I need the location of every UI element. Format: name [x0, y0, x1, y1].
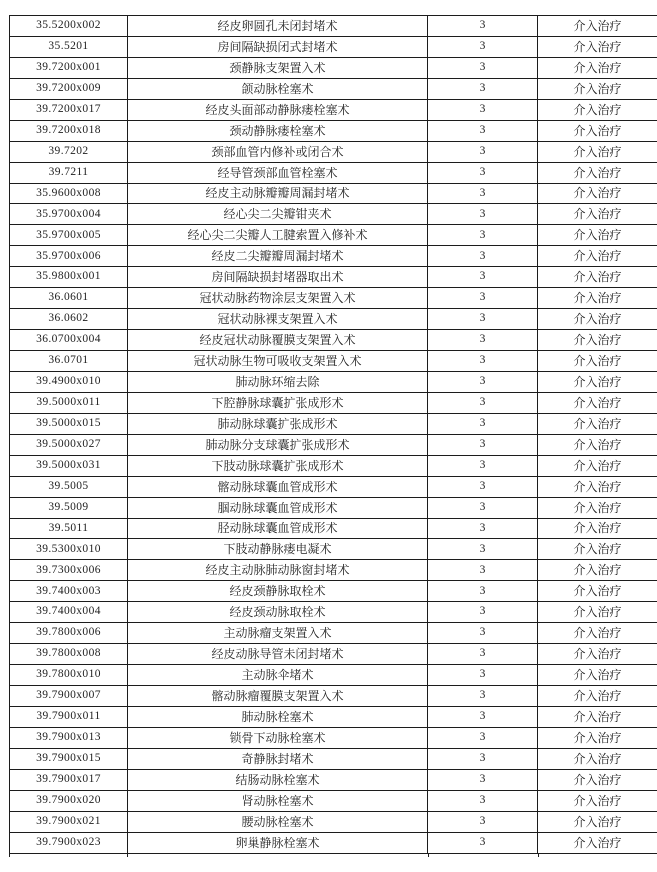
procedure-category-cell: 介入治疗: [538, 644, 657, 665]
table-row: [10, 330, 657, 351]
procedure-name-cell: 下肢动脉球囊扩张成形术: [128, 455, 428, 476]
procedure-name-cell: 腘动脉球囊血管成形术: [128, 497, 428, 518]
procedure-level-cell: 3: [428, 351, 538, 372]
procedure-name-cell: 经皮头面部动静脉瘘栓塞术: [128, 99, 428, 120]
table-row: [10, 790, 657, 811]
procedure-level-cell: 3: [428, 78, 538, 99]
procedure-name-cell: 下腔静脉球囊扩张成形术: [128, 392, 428, 413]
procedure-level-cell: 3: [428, 392, 538, 413]
table-row: [10, 141, 657, 162]
procedure-level-cell: 3: [428, 57, 538, 78]
procedure-category-cell: 介入治疗: [538, 665, 657, 686]
procedure-level-cell: 3: [428, 371, 538, 392]
table-row: [10, 727, 657, 748]
procedure-code-cell: 39.7900x007: [10, 686, 128, 707]
procedure-name-cell: 腰动脉栓塞术: [128, 811, 428, 832]
procedure-name-cell: 房间隔缺损封堵器取出术: [128, 267, 428, 288]
procedure-name-cell: 冠状动脉药物涂层支架置入术: [128, 288, 428, 309]
procedure-category-cell: 介入治疗: [538, 602, 657, 623]
procedure-code-cell: 36.0700x004: [10, 330, 128, 351]
procedure-category-cell: 介入治疗: [538, 832, 657, 853]
procedure-name-cell: 髂动脉瘤覆膜支架置入术: [128, 686, 428, 707]
procedure-code-cell: 39.5005: [10, 476, 128, 497]
procedure-name-cell: 胫动脉球囊血管成形术: [128, 518, 428, 539]
procedure-code-cell: 35.5200x002: [10, 16, 128, 37]
table-row: [10, 183, 657, 204]
procedure-code-cell: 39.7200x018: [10, 120, 128, 141]
procedure-category-cell: 介入治疗: [538, 413, 657, 434]
procedure-level-cell: 3: [428, 769, 538, 790]
procedure-category-cell: 介入治疗: [538, 120, 657, 141]
table-row: [10, 162, 657, 183]
procedure-code-cell: 39.7900x013: [10, 727, 128, 748]
procedure-name-cell: 肾动脉栓塞术: [128, 790, 428, 811]
procedure-level-cell: 3: [428, 832, 538, 853]
procedure-code-cell: 39.7800x008: [10, 644, 128, 665]
procedure-level-cell: 3: [428, 267, 538, 288]
table-row: [10, 204, 657, 225]
procedure-code-cell: 39.7900x023: [10, 832, 128, 853]
table-row: [10, 371, 657, 392]
procedure-name-cell: 主动脉瘤支架置入术: [128, 623, 428, 644]
procedure-name-cell: 经皮动脉导管未闭封堵术: [128, 644, 428, 665]
procedure-name-cell: 奇静脉封堵术: [128, 748, 428, 769]
procedure-category-cell: 介入治疗: [538, 518, 657, 539]
procedure-name-cell: 经皮主动脉肺动脉窗封堵术: [128, 560, 428, 581]
table-row: [10, 706, 657, 727]
procedure-code-cell: 39.5011: [10, 518, 128, 539]
table-row: [10, 36, 657, 57]
procedure-level-cell: 3: [428, 246, 538, 267]
procedure-level-cell: 3: [428, 434, 538, 455]
procedure-category-cell: 介入治疗: [538, 330, 657, 351]
procedure-category-cell: 介入治疗: [538, 476, 657, 497]
procedure-name-cell: 颌动脉栓塞术: [128, 78, 428, 99]
procedure-code-cell: 39.7900x015: [10, 748, 128, 769]
procedure-level-cell: 3: [428, 602, 538, 623]
procedure-level-cell: 3: [428, 309, 538, 330]
procedure-name-cell: 经心尖二尖瓣人工腱索置入修补术: [128, 225, 428, 246]
table-row: [10, 246, 657, 267]
procedure-code-cell: 36.0601: [10, 288, 128, 309]
procedure-level-cell: 3: [428, 288, 538, 309]
procedure-level-cell: 3: [428, 162, 538, 183]
table-row: [10, 455, 657, 476]
procedure-level-cell: 3: [428, 665, 538, 686]
procedure-name-cell: 经皮卵圆孔未闭封堵术: [128, 16, 428, 37]
procedure-level-cell: 3: [428, 644, 538, 665]
procedure-category-cell: 介入治疗: [538, 455, 657, 476]
procedure-category-cell: 介入治疗: [538, 392, 657, 413]
procedure-name-cell: 冠状动脉生物可吸收支架置入术: [128, 351, 428, 372]
procedure-code-cell: 39.7200x017: [10, 99, 128, 120]
procedure-category-cell: 介入治疗: [538, 246, 657, 267]
procedure-code-cell: 39.5000x031: [10, 455, 128, 476]
procedure-level-cell: 3: [428, 623, 538, 644]
table-row: [10, 476, 657, 497]
procedure-category-cell: 介入治疗: [538, 623, 657, 644]
procedure-code-cell: 39.5300x010: [10, 539, 128, 560]
procedure-category-cell: 介入治疗: [538, 288, 657, 309]
procedure-level-cell: 3: [428, 811, 538, 832]
procedure-category-cell: 介入治疗: [538, 560, 657, 581]
procedure-category-cell: 介入治疗: [538, 78, 657, 99]
procedure-code-cell: 36.0602: [10, 309, 128, 330]
procedure-code-cell: 39.7800x010: [10, 665, 128, 686]
table-row: [10, 225, 657, 246]
procedure-name-cell: 结肠动脉栓塞术: [128, 769, 428, 790]
procedure-code-cell: 39.7200x001: [10, 57, 128, 78]
procedure-code-cell: 35.9800x001: [10, 267, 128, 288]
procedure-name-cell: 主动脉伞堵术: [128, 665, 428, 686]
procedure-level-cell: 3: [428, 455, 538, 476]
procedure-code-cell: 39.7900x011: [10, 706, 128, 727]
procedure-level-cell: 3: [428, 686, 538, 707]
procedure-category-cell: 介入治疗: [538, 162, 657, 183]
procedure-level-cell: 3: [428, 204, 538, 225]
procedure-level-cell: 3: [428, 497, 538, 518]
procedure-category-cell: 介入治疗: [538, 811, 657, 832]
procedure-code-cell: 39.7900x020: [10, 790, 128, 811]
procedure-category-cell: 介入治疗: [538, 371, 657, 392]
procedure-category-cell: 介入治疗: [538, 790, 657, 811]
procedure-table: [9, 15, 657, 854]
procedure-level-cell: 3: [428, 16, 538, 37]
procedure-code-cell: 35.9700x005: [10, 225, 128, 246]
table-row: [10, 539, 657, 560]
cutoff-stub-line: [538, 854, 539, 857]
procedure-code-cell: 35.9600x008: [10, 183, 128, 204]
procedure-category-cell: 介入治疗: [538, 16, 657, 37]
procedure-level-cell: 3: [428, 539, 538, 560]
procedure-level-cell: 3: [428, 581, 538, 602]
table-row: [10, 309, 657, 330]
procedure-code-cell: 36.0701: [10, 351, 128, 372]
procedure-code-cell: 35.9700x004: [10, 204, 128, 225]
procedure-name-cell: 肺动脉栓塞术: [128, 706, 428, 727]
procedure-name-cell: 经心尖二尖瓣钳夹术: [128, 204, 428, 225]
table-row: [10, 811, 657, 832]
table-cutoff-stubs: [9, 854, 657, 858]
procedure-name-cell: 经皮颈动脉取栓术: [128, 602, 428, 623]
procedure-level-cell: 3: [428, 36, 538, 57]
procedure-category-cell: 介入治疗: [538, 351, 657, 372]
procedure-level-cell: 3: [428, 560, 538, 581]
procedure-category-cell: 介入治疗: [538, 434, 657, 455]
procedure-category-cell: 介入治疗: [538, 309, 657, 330]
procedure-code-cell: 39.7400x004: [10, 602, 128, 623]
procedure-level-cell: 3: [428, 706, 538, 727]
procedure-category-cell: 介入治疗: [538, 706, 657, 727]
procedure-code-cell: 39.7211: [10, 162, 128, 183]
procedure-code-cell: 39.5000x027: [10, 434, 128, 455]
table-row: [10, 665, 657, 686]
procedure-code-cell: 39.4900x010: [10, 371, 128, 392]
cutoff-stub-line: [127, 854, 128, 857]
procedure-level-cell: 3: [428, 518, 538, 539]
table-row: [10, 623, 657, 644]
procedure-code-cell: 39.5009: [10, 497, 128, 518]
table-row: [10, 99, 657, 120]
procedure-level-cell: 3: [428, 748, 538, 769]
procedure-name-cell: 房间隔缺损闭式封堵术: [128, 36, 428, 57]
cutoff-stub-line: [428, 854, 429, 857]
procedure-level-cell: 3: [428, 225, 538, 246]
procedure-name-cell: 肺动脉环缩去除: [128, 371, 428, 392]
table-row: [10, 560, 657, 581]
table-row: [10, 497, 657, 518]
procedure-category-cell: 介入治疗: [538, 204, 657, 225]
procedure-code-cell: 39.7300x006: [10, 560, 128, 581]
procedure-level-cell: 3: [428, 727, 538, 748]
procedure-category-cell: 介入治疗: [538, 225, 657, 246]
table-row: [10, 434, 657, 455]
table-row: [10, 832, 657, 853]
cutoff-stub-line: [9, 854, 10, 857]
procedure-level-cell: 3: [428, 790, 538, 811]
table-row: [10, 581, 657, 602]
table-row: [10, 769, 657, 790]
table-row: [10, 748, 657, 769]
procedure-code-cell: 39.5000x011: [10, 392, 128, 413]
procedure-code-cell: 35.9700x006: [10, 246, 128, 267]
procedure-category-cell: 介入治疗: [538, 769, 657, 790]
table-row: [10, 78, 657, 99]
procedure-code-cell: 39.7900x017: [10, 769, 128, 790]
procedure-category-cell: 介入治疗: [538, 581, 657, 602]
procedure-name-cell: 颈静脉支架置入术: [128, 57, 428, 78]
procedure-category-cell: 介入治疗: [538, 99, 657, 120]
procedure-level-cell: 3: [428, 476, 538, 497]
procedure-name-cell: 卵巢静脉栓塞术: [128, 832, 428, 853]
procedure-code-cell: 39.5000x015: [10, 413, 128, 434]
table-row: [10, 644, 657, 665]
table-row: [10, 120, 657, 141]
table-row: [10, 351, 657, 372]
procedure-category-cell: 介入治疗: [538, 57, 657, 78]
procedure-category-cell: 介入治疗: [538, 36, 657, 57]
procedure-category-cell: 介入治疗: [538, 727, 657, 748]
procedure-level-cell: 3: [428, 141, 538, 162]
table-row: [10, 602, 657, 623]
table-row: [10, 267, 657, 288]
procedure-name-cell: 肺动脉球囊扩张成形术: [128, 413, 428, 434]
procedure-code-cell: 39.7900x021: [10, 811, 128, 832]
procedure-category-cell: 介入治疗: [538, 267, 657, 288]
procedure-category-cell: 介入治疗: [538, 141, 657, 162]
table-row: [10, 686, 657, 707]
procedure-code-cell: 39.7200x009: [10, 78, 128, 99]
procedure-code-cell: 39.7400x003: [10, 581, 128, 602]
procedure-level-cell: 3: [428, 99, 538, 120]
procedure-category-cell: 介入治疗: [538, 748, 657, 769]
table-row: [10, 518, 657, 539]
procedure-level-cell: 3: [428, 413, 538, 434]
table-row: [10, 392, 657, 413]
procedure-name-cell: 颈动静脉瘘栓塞术: [128, 120, 428, 141]
table-row: [10, 57, 657, 78]
table-row: [10, 288, 657, 309]
procedure-name-cell: 髂动脉球囊血管成形术: [128, 476, 428, 497]
procedure-level-cell: 3: [428, 120, 538, 141]
procedure-name-cell: 经皮二尖瓣瓣周漏封堵术: [128, 246, 428, 267]
procedure-level-cell: 3: [428, 183, 538, 204]
procedure-name-cell: 颈部血管内修补或闭合术: [128, 141, 428, 162]
procedure-code-cell: 39.7800x006: [10, 623, 128, 644]
procedure-name-cell: 下肢动静脉瘘电凝术: [128, 539, 428, 560]
procedure-category-cell: 介入治疗: [538, 183, 657, 204]
procedure-name-cell: 冠状动脉裸支架置入术: [128, 309, 428, 330]
procedure-category-cell: 介入治疗: [538, 497, 657, 518]
procedure-category-cell: 介入治疗: [538, 539, 657, 560]
procedure-name-cell: 经皮主动脉瓣瓣周漏封堵术: [128, 183, 428, 204]
procedure-table-body: [10, 16, 657, 854]
procedure-name-cell: 肺动脉分支球囊扩张成形术: [128, 434, 428, 455]
procedure-name-cell: 经皮颈静脉取栓术: [128, 581, 428, 602]
procedure-name-cell: 经导管颈部血管栓塞术: [128, 162, 428, 183]
procedure-level-cell: 3: [428, 330, 538, 351]
procedure-name-cell: 经皮冠状动脉覆膜支架置入术: [128, 330, 428, 351]
table-row: [10, 16, 657, 37]
procedure-name-cell: 锁骨下动脉栓塞术: [128, 727, 428, 748]
procedure-code-cell: 35.5201: [10, 36, 128, 57]
procedure-code-cell: 39.7202: [10, 141, 128, 162]
table-row: [10, 413, 657, 434]
procedure-category-cell: 介入治疗: [538, 686, 657, 707]
